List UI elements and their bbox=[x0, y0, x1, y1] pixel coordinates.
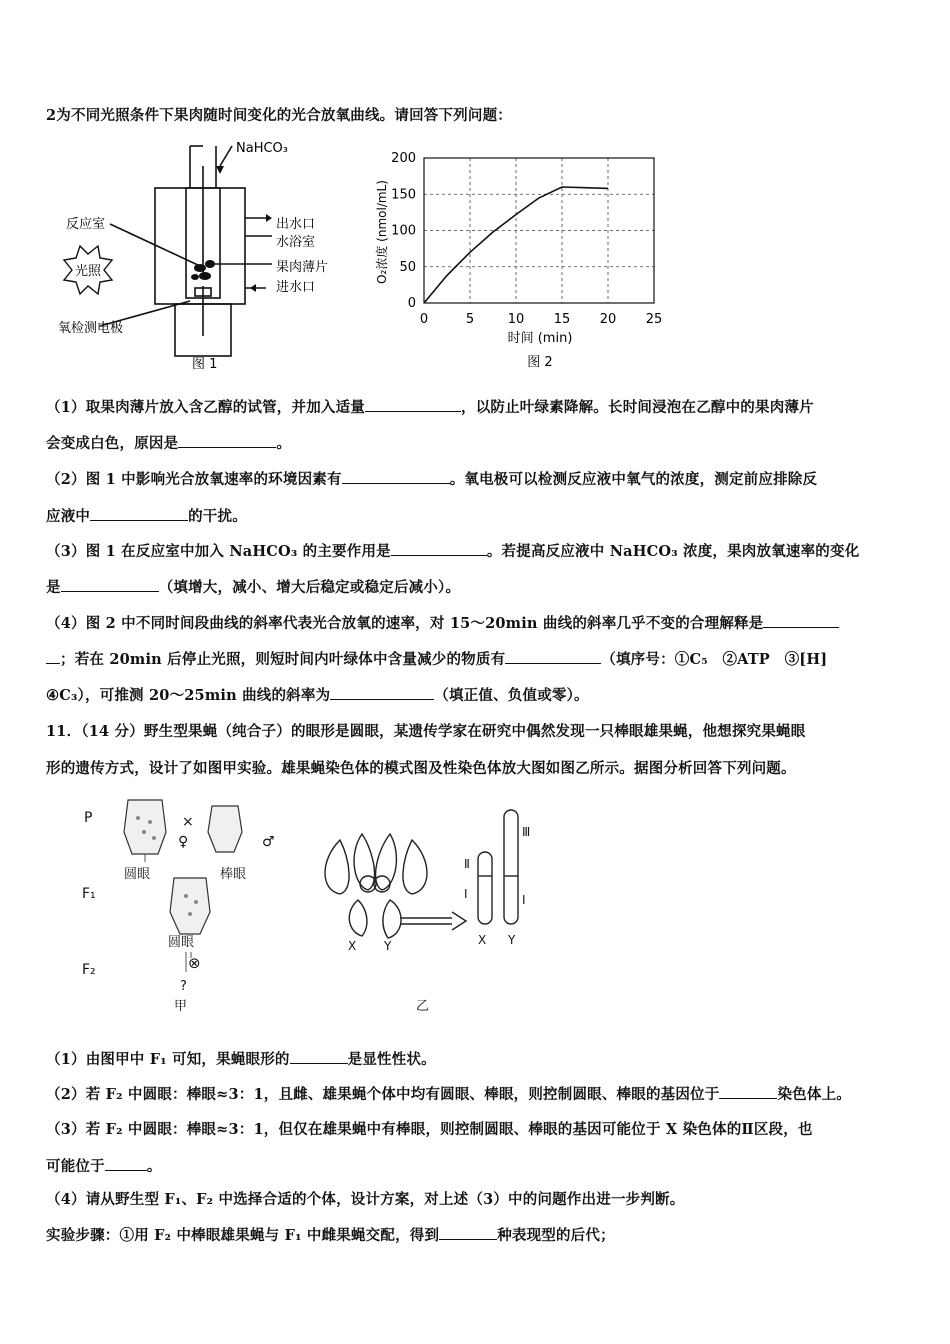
f1-label: F₁ bbox=[82, 886, 96, 902]
s4-line: （4）请从野生型 F₁、F₂ 中选择合适的个体，设计方案，对上述（3）中的问题作出进一步判断。 bbox=[46, 1191, 685, 1208]
q2-blank-1[interactable] bbox=[342, 469, 450, 484]
q11-line-1: 11．（14 分）野生型果蝇（纯合子）的眼形是圆眼，某遗传学家在研究中偶然发现一只棒眼雄果蝇，他想探究果蝇眼 bbox=[46, 723, 806, 740]
figure-yi-chromosomes bbox=[310, 800, 550, 1014]
x-tick-label: 5 bbox=[465, 312, 475, 327]
s2-text-b: 染色体上。 bbox=[777, 1086, 851, 1103]
x-axis-label: 时间 (min) bbox=[507, 331, 573, 346]
autosome-pair-2 bbox=[376, 834, 397, 890]
s3-blank[interactable] bbox=[105, 1156, 147, 1171]
bath-label: 水浴室 bbox=[276, 235, 316, 250]
female-fly-drawing bbox=[124, 800, 166, 854]
q4-blank-1b[interactable] bbox=[46, 649, 60, 664]
q2-text-c: 应液中 bbox=[46, 508, 91, 525]
s3-text-b: 可能位于 bbox=[46, 1158, 105, 1175]
q2-blank-2[interactable] bbox=[90, 506, 188, 521]
region-iii-label: Ⅲ bbox=[522, 825, 531, 839]
q1-blank-2[interactable] bbox=[178, 433, 276, 448]
s5-text-b: 种表现型的后代； bbox=[497, 1227, 615, 1244]
f1-round-eye-label: 圆眼 bbox=[168, 935, 195, 950]
x-chromosome-drawing bbox=[349, 900, 367, 936]
x-tick-label: 10 bbox=[507, 312, 525, 327]
q4-blank-3[interactable] bbox=[330, 685, 434, 700]
region-i-x-label: Ⅰ bbox=[464, 887, 468, 901]
f1-fly-drawing bbox=[170, 878, 210, 934]
q3-text-d: （填增大，减小、增大后稳定或稳定后减小）。 bbox=[158, 579, 461, 596]
y-tick-label: 100 bbox=[391, 223, 416, 239]
cross-symbol: × bbox=[182, 814, 194, 830]
inlet-label: 进水口 bbox=[276, 280, 316, 295]
figure-yi-caption: 乙 bbox=[416, 999, 430, 1014]
q1-text-c: 会变成白色，原因是 bbox=[46, 435, 179, 452]
s2-blank[interactable] bbox=[719, 1084, 777, 1099]
y-tick-label: 200 bbox=[391, 151, 416, 166]
x-tick-label: 25 bbox=[645, 312, 663, 327]
region-i-y-label: Ⅰ bbox=[522, 893, 526, 907]
q4-text-e: （填正值、负值或零）。 bbox=[434, 687, 589, 704]
outlet-label: 出水口 bbox=[276, 217, 316, 232]
round-eye-label: 圆眼 bbox=[124, 867, 151, 882]
slice-label: 果肉薄片 bbox=[276, 260, 329, 275]
p-label: P bbox=[84, 810, 93, 826]
y-tick-label: 50 bbox=[399, 259, 416, 275]
x-label: X bbox=[348, 939, 357, 953]
q4-line-1 bbox=[46, 612, 839, 633]
self-cross-symbol: ⊗ bbox=[188, 954, 201, 972]
y-axis-label: O₂浓度 (nmol/mL) bbox=[375, 180, 389, 284]
s2-text-a: （2）若 F₂ 中圆眼：棒眼≈3：1，且雌、雄果蝇个体中均有圆眼、棒眼，则控制圆眼、棒眼的基因位于 bbox=[46, 1086, 720, 1103]
s1-text-b: 是显性性状。 bbox=[347, 1051, 436, 1068]
q4-text-c: （填序号：①C₅ ②ATP ③[H] bbox=[601, 651, 828, 668]
q4-text-a: （4）图 2 中不同时间段曲线的斜率代表光合放氧的速率，对 15～20min 曲线的斜率几乎不变的合理解释是 bbox=[46, 615, 764, 632]
q1-text-a: （1）取果肉薄片放入含乙醇的试管，并加入适量 bbox=[46, 399, 365, 416]
q3-text-a: （3）图 1 在反应室中加入 NaHCO₃ 的主要作用是 bbox=[46, 543, 391, 560]
q2-line-2 bbox=[46, 505, 247, 526]
s2-line bbox=[46, 1083, 851, 1104]
q4-blank-2[interactable] bbox=[505, 649, 601, 664]
male-symbol: ♂ bbox=[262, 834, 275, 850]
f2-label: F₂ bbox=[82, 962, 96, 978]
q3-line-1 bbox=[46, 540, 859, 561]
q2-text-b: 。氧电极可以检测反应液中氧气的浓度，测定前应排除反 bbox=[449, 471, 818, 488]
q4-line-3 bbox=[46, 684, 589, 705]
q4-line-2 bbox=[46, 648, 827, 669]
autosome-pair-1 bbox=[325, 840, 349, 894]
y-tick-label: 0 bbox=[407, 296, 416, 311]
x-enlarged-drawing bbox=[478, 852, 492, 924]
q1-text-d: 。 bbox=[276, 435, 292, 452]
y-chromosome-drawing bbox=[383, 900, 401, 938]
y-label: Y bbox=[384, 939, 392, 953]
electrode-label: 氧检测电极 bbox=[58, 321, 124, 336]
q1-blank-1[interactable] bbox=[365, 397, 461, 412]
chamber-label: 反应室 bbox=[66, 217, 106, 232]
q4-text-d: ④C₃），可推测 20～25min 曲线的斜率为 bbox=[46, 687, 331, 704]
figure-1-apparatus bbox=[40, 136, 360, 376]
s3-line-1: （3）若 F₂ 中圆眼：棒眼≈3：1，但仅在雄果蝇中有棒眼，则控制圆眼、棒眼的基因可能位于 X 染色体的Ⅱ区段，也 bbox=[46, 1121, 813, 1138]
s5-blank[interactable] bbox=[439, 1225, 497, 1240]
y-tick-label: 150 bbox=[391, 187, 416, 203]
q1-text-b: ，以防止叶绿素降解。长时间浸泡在乙醇中的果肉薄片 bbox=[461, 399, 814, 416]
figure-1-caption: 图 1 bbox=[192, 357, 218, 372]
s3-line-2 bbox=[46, 1155, 162, 1176]
q11-line-2: 形的遗传方式，设计了如图甲实验。雄果蝇染色体的模式图及性染色体放大图如图乙所示。据图分析回答下列问题。 bbox=[46, 760, 796, 777]
q1-line-1 bbox=[46, 396, 814, 417]
nahco3-label: NaHCO₃ bbox=[236, 141, 288, 156]
x-enlarged-label: X bbox=[478, 933, 487, 947]
y-enlarged-drawing bbox=[504, 810, 518, 924]
light-label: 光照 bbox=[74, 264, 102, 279]
s3-text-c: 。 bbox=[146, 1158, 162, 1175]
s1-blank[interactable] bbox=[290, 1049, 348, 1064]
s5-line bbox=[46, 1224, 615, 1245]
q3-blank-2[interactable] bbox=[61, 577, 159, 592]
q2-text-a: （2）图 1 中影响光合放氧速率的环境因素有 bbox=[46, 471, 342, 488]
q3-text-c: 是 bbox=[46, 579, 61, 596]
x-tick-label: 15 bbox=[553, 312, 571, 327]
bar-eye-label: 棒眼 bbox=[220, 867, 247, 882]
x-tick-label: 20 bbox=[599, 312, 617, 327]
figure-2-chart bbox=[362, 140, 682, 380]
female-symbol: ♀ bbox=[178, 834, 189, 850]
region-ii-label: Ⅱ bbox=[464, 857, 470, 871]
question-mark: ? bbox=[180, 979, 187, 994]
x-tick-label: 0 bbox=[419, 312, 429, 327]
q3-text-b: 。若提高反应液中 NaHCO₃ 浓度，果肉放氧速率的变化 bbox=[486, 543, 860, 560]
q2-text-d: 的干扰。 bbox=[188, 508, 247, 525]
figure-jia-caption: 甲 bbox=[174, 999, 188, 1014]
male-fly-drawing bbox=[208, 806, 242, 852]
q4-text-b: ；若在 20min 后停止光照，则短时间内叶绿体中含量减少的物质有 bbox=[60, 651, 506, 668]
q1-line-2 bbox=[46, 432, 291, 453]
q4-blank-1a[interactable] bbox=[763, 613, 839, 628]
y-enlarged-label: Y bbox=[508, 933, 516, 947]
q3-line-2 bbox=[46, 576, 460, 597]
figure-2-caption: 图 2 bbox=[527, 355, 553, 370]
q2-line-1 bbox=[46, 468, 817, 489]
q3-blank-1[interactable] bbox=[391, 541, 487, 556]
figure-jia-cross bbox=[70, 792, 280, 1014]
s5-text-a: 实验步骤：①用 F₂ 中棒眼雄果蝇与 F₁ 中雌果蝇交配，得到 bbox=[46, 1227, 440, 1244]
s1-text-a: （1）由图甲中 F₁ 可知，果蝇眼形的 bbox=[46, 1051, 290, 1068]
s1-line bbox=[46, 1048, 436, 1069]
intro-text: 2为不同光照条件下果肉随时间变化的光合放氧曲线。请回答下列问题： bbox=[46, 107, 512, 124]
